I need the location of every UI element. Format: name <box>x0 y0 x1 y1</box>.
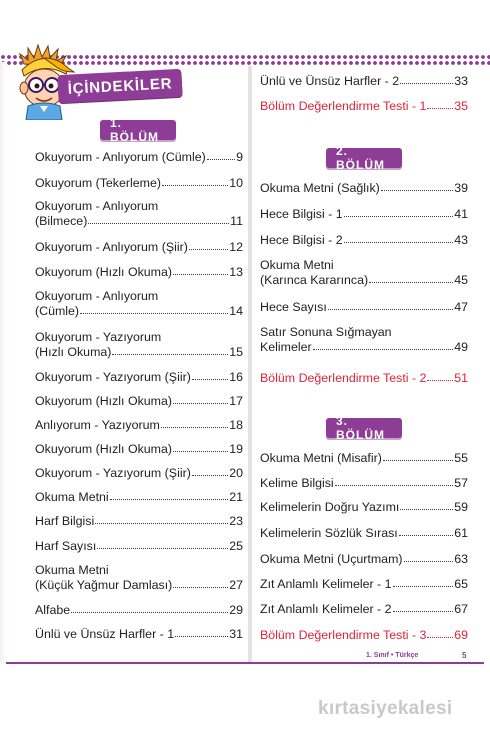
toc-entry <box>260 476 468 491</box>
toc-entry-page-number: 69 <box>454 628 468 642</box>
toc-entry-title: Ünlü ve Ünsüz Harfler - 2 <box>260 74 400 88</box>
dot-leader <box>393 578 454 587</box>
toc-entry-title: Okuma Metni (Misafir) <box>260 451 382 465</box>
toc-entry <box>35 330 243 360</box>
section-badge-2: 2. BÖLÜM <box>326 148 402 168</box>
toc-entry-title: Bölüm Değerlendirme Testi - 3 <box>260 628 427 642</box>
toc-entry-page-number: 11 <box>230 214 243 228</box>
toc-entry-title: (Bilmece) <box>35 214 88 228</box>
dot-leader <box>383 452 453 461</box>
dot-leader <box>173 579 228 588</box>
toc-entry-title: Zıt Anlamlı Kelimeler - 1 <box>260 577 392 591</box>
toc-entry-page-number: 16 <box>229 370 243 384</box>
toc-entry-title: Alfabe <box>35 603 71 617</box>
dot-leader <box>71 604 228 613</box>
dot-leader <box>344 234 454 243</box>
toc-entry-title: Harf Bilgisi <box>35 514 95 528</box>
dot-leader <box>335 477 454 486</box>
dot-leader <box>175 628 228 637</box>
toc-entry <box>35 466 243 481</box>
dot-leader <box>110 491 229 500</box>
toc-entry-title: Kelimelerin Sözlük Sırası <box>260 526 398 540</box>
toc-entry-title: Okuma Metni (Uçurtmam) <box>260 552 403 566</box>
toc-entry-title: Zıt Anlamlı Kelimeler - 2 <box>260 602 392 616</box>
toc-entry <box>35 394 243 409</box>
toc-entry <box>35 514 243 529</box>
toc-entry-title: Okuma Metni (Sağlık) <box>260 181 380 195</box>
toc-entry <box>35 627 243 642</box>
toc-entry <box>260 500 468 515</box>
dot-leader <box>173 395 228 404</box>
toc-entry-page-number: 41 <box>454 207 468 221</box>
toc-entry-title-line: Okuyorum - Yazıyorum <box>35 330 162 344</box>
toc-entry-page-number: 51 <box>454 371 468 385</box>
toc-entry <box>260 207 468 222</box>
toc-entry-page-number: 45 <box>454 273 468 287</box>
toc-entry-title: Okuyorum (Hızlı Okuma) <box>35 394 173 408</box>
toc-entry-page-number: 9 <box>236 150 243 164</box>
toc-entry-title: Bölüm Değerlendirme Testi - 2 <box>260 371 427 385</box>
dot-leader <box>399 527 453 536</box>
toc-entry <box>35 289 243 319</box>
dot-leader <box>427 629 453 638</box>
dot-leader <box>192 371 228 380</box>
book-spine-edge <box>0 62 6 662</box>
toc-entry-page-number: 65 <box>454 577 468 591</box>
toc-entry-title: Okuyorum - Anlıyorum (Şiir) <box>35 240 188 254</box>
toc-entry-page-number: 15 <box>229 345 243 359</box>
toc-entry <box>260 602 468 617</box>
toc-entry <box>260 451 468 466</box>
dot-leader <box>400 501 453 510</box>
toc-entry-page-number: 67 <box>454 602 468 616</box>
toc-entry-page-number: 47 <box>454 300 468 314</box>
dot-leader <box>112 346 228 355</box>
dot-leader <box>173 443 228 452</box>
toc-entry-page-number: 31 <box>229 627 243 641</box>
dot-leader <box>393 603 454 612</box>
toc-entry <box>260 233 468 248</box>
dot-leader <box>328 301 453 310</box>
toc-entry-title: Okuyorum (Tekerleme) <box>35 176 161 190</box>
toc-entry <box>260 181 468 196</box>
toc-entry-page-number: 19 <box>229 442 243 456</box>
toc-entry-page-number: 49 <box>454 340 468 354</box>
toc-entry <box>260 99 468 114</box>
toc-entry-title-line: Okuma Metni <box>260 258 334 272</box>
toc-entry-title: (Cümle) <box>35 304 80 318</box>
dot-leader <box>192 467 228 476</box>
toc-entry-title: (Karınca Kararınca) <box>260 273 369 287</box>
section-badge-3: 3. BÖLÜM <box>326 418 402 438</box>
dot-leader <box>400 75 453 84</box>
toc-entry <box>35 265 243 280</box>
toc-entry-page-number: 57 <box>454 476 468 490</box>
toc-entry-title: Okuyorum - Anlıyorum (Cümle) <box>35 150 206 164</box>
toc-entry-title: Harf Sayısı <box>35 539 97 553</box>
toc-entry-title: Kelime Bilgisi <box>260 476 334 490</box>
toc-entry-title: Okuma Metni <box>35 490 109 504</box>
toc-entry <box>260 325 468 355</box>
toc-entry-page-number: 25 <box>229 539 243 553</box>
page-title: İÇİNDEKİLER <box>57 69 182 103</box>
toc-entry-page-number: 59 <box>454 500 468 514</box>
toc-entry-title: Kelimeler <box>260 340 312 354</box>
dot-leader <box>369 274 453 283</box>
toc-entry-page-number: 27 <box>229 578 243 592</box>
toc-entry <box>35 603 243 618</box>
toc-entry-page-number: 33 <box>454 74 468 88</box>
footer-page-number: 5 <box>462 651 467 660</box>
dot-leader <box>404 553 454 562</box>
toc-entry <box>260 74 468 89</box>
dot-leader <box>97 540 228 549</box>
toc-entry-title: (Hızlı Okuma) <box>35 345 112 359</box>
toc-entry <box>35 150 243 165</box>
dot-leader <box>161 419 228 428</box>
watermark-text: kırtasiyekalesi <box>318 698 453 719</box>
toc-entry-title: Okuyorum (Hızlı Okuma) <box>35 442 173 456</box>
footer-subject: 1. Sınıf • Türkçe <box>366 652 419 659</box>
toc-entry <box>260 371 468 386</box>
toc-entry-title: Okuyorum (Hızlı Okuma) <box>35 265 173 279</box>
dot-leader <box>207 151 235 160</box>
column-divider <box>248 66 252 662</box>
dot-leader <box>427 100 453 109</box>
toc-entry <box>35 490 243 505</box>
toc-entry-page-number: 39 <box>454 181 468 195</box>
toc-entry <box>35 199 243 229</box>
toc-entry-title: Hece Bilgisi - 1 <box>260 207 343 221</box>
dot-leader <box>344 208 454 217</box>
toc-entry-page-number: 14 <box>229 304 243 318</box>
toc-entry-title-line: Okuyorum - Anlıyorum <box>35 289 159 303</box>
toc-entry-page-number: 43 <box>454 233 468 247</box>
toc-entry-title: Bölüm Değerlendirme Testi - 1 <box>260 99 427 113</box>
toc-entry-title: Hece Bilgisi - 2 <box>260 233 343 247</box>
toc-entry-title: Anlıyorum - Yazıyorum <box>35 418 160 432</box>
toc-entry-page-number: 61 <box>454 526 468 540</box>
toc-entry <box>260 526 468 541</box>
dot-leader <box>427 372 453 381</box>
dot-leader <box>162 177 228 186</box>
dot-leader <box>381 182 453 191</box>
toc-entry-title: Okuyorum - Yazıyorum (Şiir) <box>35 466 191 480</box>
toc-entry-title-line: Okuma Metni <box>35 563 109 577</box>
toc-entry-page-number: 20 <box>229 466 243 480</box>
toc-entry-page-number: 13 <box>229 265 243 279</box>
toc-entry-title: Hece Sayısı <box>260 300 327 314</box>
toc-entry <box>35 418 243 433</box>
toc-entry-page-number: 23 <box>229 514 243 528</box>
toc-entry-page-number: 55 <box>454 451 468 465</box>
section-badge-1: 1. BÖLÜM <box>100 120 176 140</box>
dot-leader <box>80 305 228 314</box>
toc-entry <box>35 442 243 457</box>
toc-entry-title: Kelimelerin Doğru Yazımı <box>260 500 400 514</box>
dot-leader <box>95 515 228 524</box>
toc-entry-title: Ünlü ve Ünsüz Harfler - 1 <box>35 627 175 641</box>
toc-entry <box>260 577 468 592</box>
footer-rule <box>6 662 484 664</box>
toc-entry-title-line: Okuyorum - Anlıyorum <box>35 199 159 213</box>
dot-leader <box>189 241 228 250</box>
toc-entry-page-number: 18 <box>229 418 243 432</box>
toc-entry-page-number: 29 <box>229 603 243 617</box>
toc-entry-page-number: 17 <box>229 394 243 408</box>
dot-leader <box>88 215 229 224</box>
toc-entry <box>35 563 243 593</box>
toc-entry <box>35 539 243 554</box>
toc-entry-page-number: 21 <box>229 490 243 504</box>
toc-entry-title: (Küçük Yağmur Damlası) <box>35 578 173 592</box>
toc-entry-page-number: 63 <box>454 552 468 566</box>
toc-entry <box>260 628 468 643</box>
toc-entry-page-number: 12 <box>229 240 243 254</box>
toc-entry <box>260 300 468 315</box>
toc-entry-page-number: 35 <box>454 99 468 113</box>
toc-entry <box>35 240 243 255</box>
toc-entry <box>35 370 243 385</box>
dot-leader <box>313 341 454 350</box>
dot-leader <box>173 266 228 275</box>
toc-entry <box>260 552 468 567</box>
toc-entry <box>35 176 243 191</box>
toc-entry <box>260 258 468 288</box>
toc-entry-title-line: Satır Sonuna Sığmayan <box>260 325 392 339</box>
toc-entry-title: Okuyorum - Yazıyorum (Şiir) <box>35 370 191 384</box>
toc-entry-page-number: 10 <box>229 176 243 190</box>
